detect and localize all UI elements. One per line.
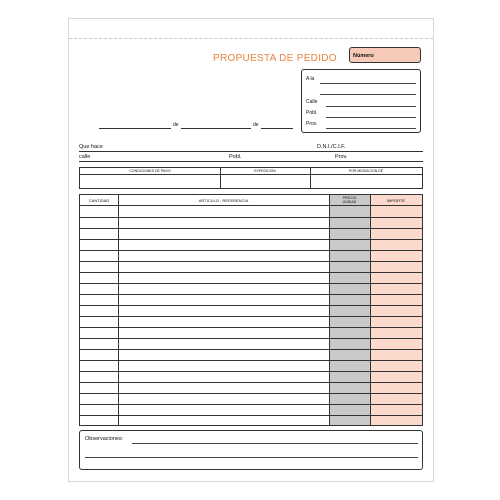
precio-header — [329, 195, 370, 206]
articulo-header: ARTICULO - REFERENCIA — [118, 195, 329, 206]
recipient-address-box — [301, 69, 421, 133]
date-de-2: de — [253, 122, 259, 128]
conditions-box — [79, 167, 423, 189]
table-row[interactable] — [80, 250, 422, 251]
table-row[interactable] — [80, 283, 422, 284]
table-row[interactable] — [80, 327, 422, 328]
date-place-line[interactable] — [99, 127, 171, 129]
pobl-label: Pobl. — [306, 110, 318, 116]
cantidad-header: CANTIDAD — [80, 195, 118, 206]
table-row[interactable] — [80, 371, 422, 372]
numero-label: Número — [353, 53, 374, 59]
table-row[interactable] — [80, 415, 422, 416]
calle-label-customer: calle — [79, 154, 91, 160]
table-row[interactable] — [80, 261, 422, 262]
pobl-label-customer: Pobl. — [229, 154, 242, 160]
date-month-line[interactable] — [181, 127, 251, 129]
calle-line[interactable] — [79, 160, 423, 162]
table-row[interactable] — [80, 305, 422, 306]
precio-header-line1: PRECIO — [342, 196, 357, 200]
perforation-line — [69, 38, 433, 39]
mediacion-header: POR MEDIACION DE — [310, 168, 422, 175]
prov-label-customer: Prov. — [335, 154, 348, 160]
date-year-line[interactable] — [261, 127, 293, 129]
precio-column — [329, 195, 370, 425]
date-de-1: de — [173, 122, 179, 128]
order-lines-table — [79, 194, 423, 426]
dni-cif-label: D.N.I./C.I.F. — [317, 144, 346, 150]
calle-label: Calle — [306, 99, 318, 105]
table-row[interactable] — [80, 360, 422, 361]
a-la-row[interactable] — [306, 76, 416, 84]
expedicion-header: EXPEDICION — [220, 168, 310, 175]
a-la-label: A la — [306, 76, 315, 82]
table-row[interactable] — [80, 393, 422, 394]
calle-row[interactable] — [306, 99, 416, 107]
observaciones-box[interactable] — [79, 430, 423, 470]
importe-column — [370, 195, 422, 425]
table-row[interactable] — [80, 382, 422, 383]
table-row[interactable] — [80, 272, 422, 273]
prov-label: Prov. — [306, 121, 318, 127]
table-row[interactable] — [80, 338, 422, 339]
table-row[interactable] — [80, 228, 422, 229]
precio-header-line2: UNIDAD — [342, 200, 357, 204]
observaciones-label: Observaciones: — [85, 436, 124, 442]
prov-row[interactable] — [306, 121, 416, 129]
blank-row[interactable] — [306, 87, 416, 95]
numero-field[interactable] — [349, 47, 421, 63]
order-form-sheet — [68, 18, 434, 482]
table-row[interactable] — [80, 404, 422, 405]
table-row[interactable] — [80, 316, 422, 317]
table-row[interactable] — [80, 349, 422, 350]
form-title: PROPUESTA DE PEDIDO — [213, 53, 337, 64]
table-row[interactable] — [80, 294, 422, 295]
pobl-row[interactable] — [306, 110, 416, 118]
que-hace-line[interactable] — [79, 150, 423, 152]
table-row[interactable] — [80, 217, 422, 218]
importe-header: IMPORTE — [370, 195, 422, 206]
condiciones-pago-header: CONDICIONES DE PAGO — [80, 168, 220, 175]
que-hace-label: Que hace — [79, 144, 103, 150]
table-row[interactable] — [80, 239, 422, 240]
